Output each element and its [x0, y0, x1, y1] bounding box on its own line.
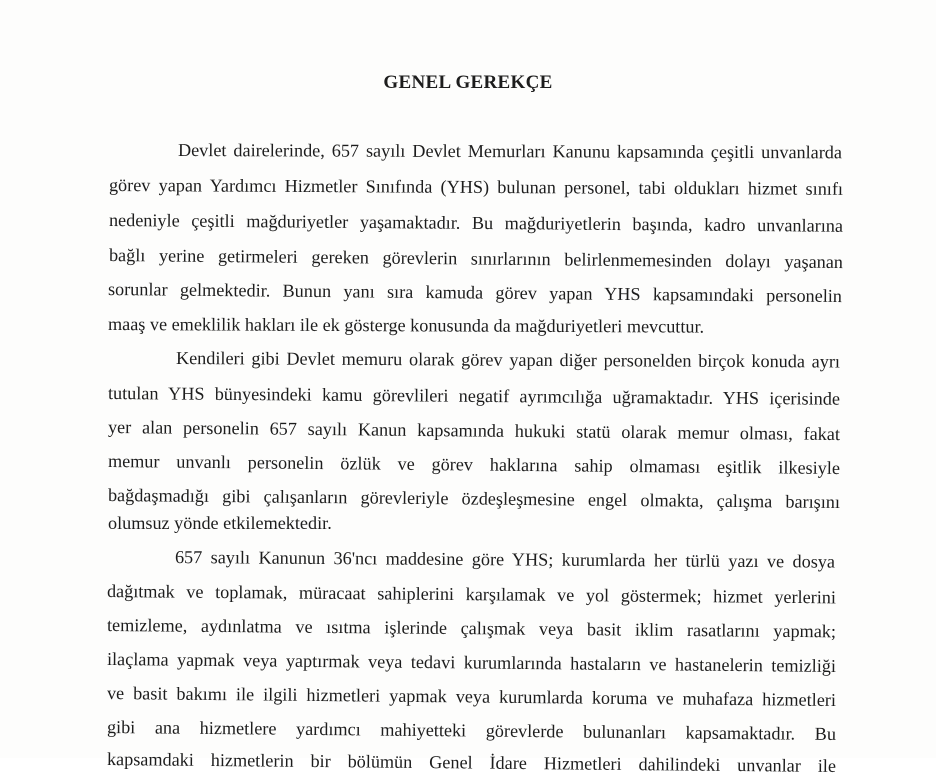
paragraph-2-line-3: yer alan personelin 657 sayılı Kanun kapsamında hukuki statü olarak memur olması, fakat	[107, 417, 841, 445]
paragraph-3-line-3: temizleme, aydınlatma ve ısıtma işlerinde çalışmak veya basit iklim rasatlarını yapmak;	[106, 615, 837, 642]
paragraph-2-line-6: olumsuz yönde etkilemektedir.	[108, 513, 332, 533]
paragraph-3-line-6: gibi ana hizmetlere yardımcı mahiyetteki görevlerde bulunanları kapsamaktadır. Bu	[106, 717, 837, 744]
paragraph-3-line-2: dağıtmak ve toplamak, müracaat sahiplerini karşılamak ve yol göstermek; hizmet yerlerini	[106, 581, 837, 608]
paragraph-1-line-3: nedeniyle çeşitli mağduriyetler yaşamaktadır. Bu mağduriyetlerin başında, kadro unvanlarına	[108, 210, 844, 236]
paragraph-3-line-4: ilaçlama yapmak veya yaptırmak veya tedavi kurumlarında hastaların ve hastanelerin temizliği	[106, 649, 837, 676]
paragraph-2-line-1: Kendileri gibi Devlet memuru olarak görev yapan diğer personelden birçok konuda ayrı	[175, 348, 841, 372]
paragraph-2-line-4: memur unvanlı personelin özlük ve görev haklarına sahip olmaması eşitlik ilkesiyle	[107, 451, 841, 479]
paragraph-1-line-6: maaş ve emeklilik hakları ile ek gösterge konusunda da mağduriyetleri mevcuttur.	[107, 314, 705, 337]
paragraph-1-line-5: sorunlar gelmektedir. Bunun yanı sıra kamuda görev yapan YHS kapsamındaki personelin	[107, 279, 843, 307]
paragraph-2-line-2: tutulan YHS bünyesindeki kamu görevlileri negatif ayrımcılığa uğramaktadır. YHS içerisinde	[107, 383, 841, 409]
paragraph-1-line-4: bağlı yerine getirmeleri gereken görevlerin sınırlarının belirlenmemesinden dolayı yaşanan	[108, 245, 844, 273]
paragraph-1-line-2: görev yapan Yardımcı Hizmetler Sınıfında (YHS) bulunan personel, tabi oldukları hizmet sınıfı	[108, 175, 844, 199]
paragraph-1-line-1: Devlet dairelerinde, 657 sayılı Devlet Memurları Kanunu kapsamında çeşitli unvanlarda	[177, 140, 843, 163]
paragraph-3-line-7: kapsamdaki hizmetlerin bir bölümün Genel İdare Hizmetleri dahilindeki unvanlar ile	[106, 749, 837, 776]
paragraph-3-line-1: 657 sayılı Kanunun 36'ncı maddesine göre YHS; kurumlarda her türlü yazı ve dosya	[174, 547, 836, 572]
page-title: GENEL GEREKÇE	[383, 72, 553, 93]
paragraph-2-line-5: bağdaşmadığı gibi çalışanların görevleriyle özdeşleşmesine engel olmakta, çalışma barışını	[107, 485, 841, 513]
paragraph-3-line-5: ve basit bakımı ile ilgili hizmetleri yapmak veya kurumlarda koruma ve muhafaza hizmetleri	[106, 683, 837, 710]
